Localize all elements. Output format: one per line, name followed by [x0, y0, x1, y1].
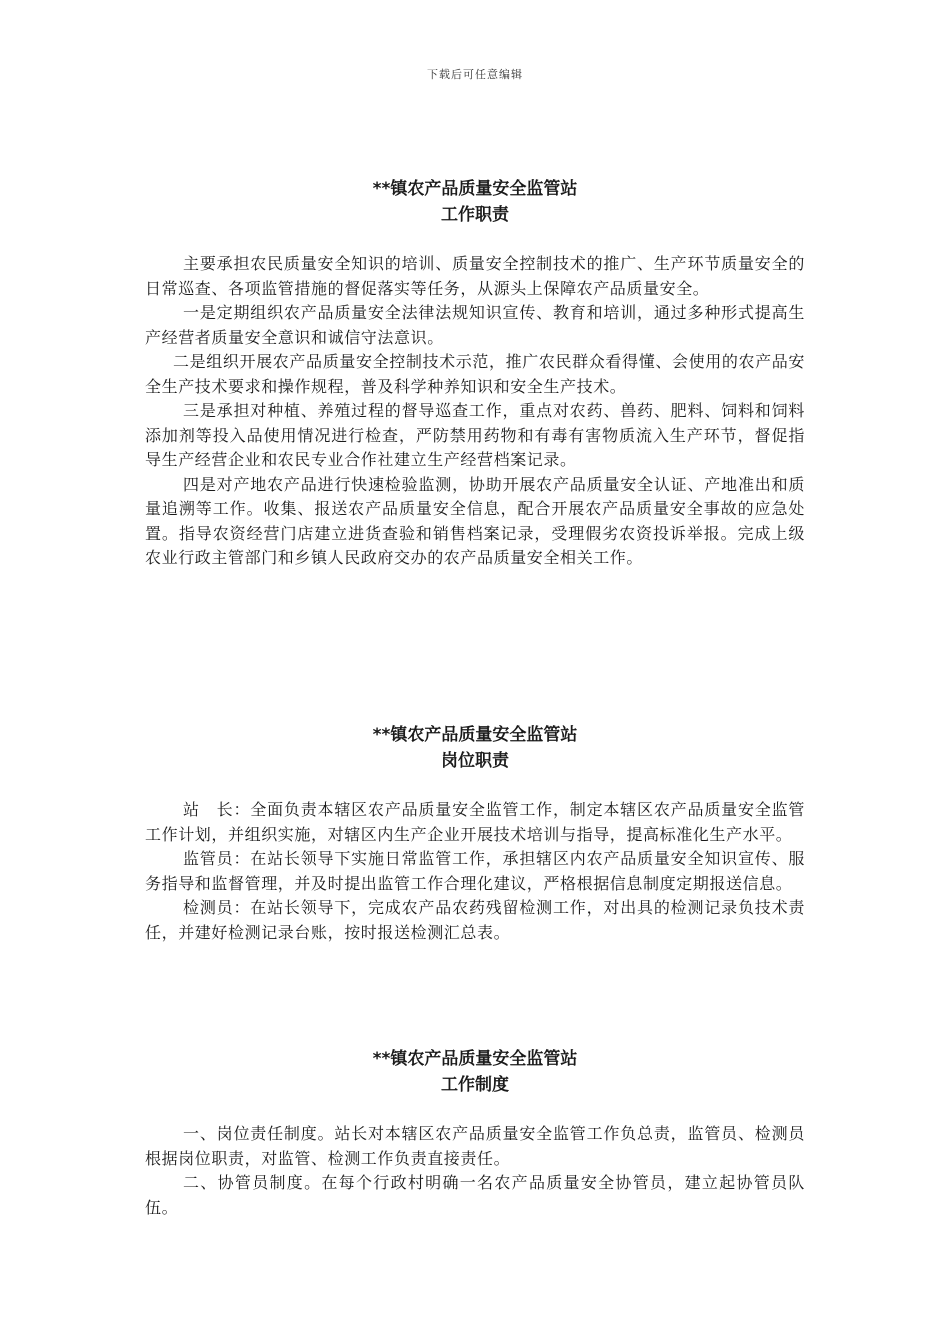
title-line-1: **镇农产品质量安全监管站 — [372, 179, 578, 199]
paragraph: 站 长：全面负责本辖区农产品质量安全监管工作，制定本辖区农产品质量安全监管工作计划，并组织实施，对辖区内生产企业开展技术培训与指导，提高标准化生产水平。 — [145, 800, 805, 844]
paragraph: 监管员：在站长领导下实施日常监管工作，承担辖区内农产品质量安全知识宣传、服务指导和监督管理，并及时提出监管工作合理化建议，严格根据信息制度定期报送信息。 — [145, 849, 805, 893]
section-work-duties — [145, 176, 805, 571]
paragraph: 一是定期组织农产品质量安全法律法规知识宣传、教育和培训，通过多种形式提高生产经营者质量安全意识和诚信守法意识。 — [145, 303, 805, 347]
paragraph: 一、岗位责任制度。站长对本辖区农产品质量安全监管工作负总责，监管员、检测员根据岗位职责，对监管、检测工作负责直接责任。 — [145, 1124, 805, 1168]
section-title — [145, 176, 805, 228]
title-line-2: 工作制度 — [441, 1075, 509, 1095]
paragraph: 检测员：在站长领导下，完成农产品农药残留检测工作，对出具的检测记录负技术责任，并建好检测记录台账，按时报送检测汇总表。 — [145, 898, 805, 942]
title-line-2: 工作职责 — [441, 205, 509, 225]
section-title — [145, 1046, 805, 1098]
paragraph: 四是对产地农产品进行快速检验监测，协助开展农产品质量安全认证、产地准出和质量追溯等工作。收集、报送农产品质量安全信息，配合开展农产品质量安全事故的应急处置。指导农资经营门店建立进货查验和销售档案记录，受理假劣农资投诉举报。完成上级农业行政主管部门和乡镇人民政府交办的农产品质量安全相关工作。 — [145, 474, 805, 567]
section-title — [145, 722, 805, 774]
section-work-rules — [145, 1046, 805, 1220]
title-line-2: 岗位职责 — [441, 751, 509, 771]
paragraph: 主要承担农民质量安全知识的培训、质量安全控制技术的推广、生产环节质量安全的日常巡查、各项监管措施的督促落实等任务，从源头上保障农产品质量安全。 — [145, 254, 805, 298]
paragraph: 二、协管员制度。在每个行政村明确一名农产品质量安全协管员，建立起协管员队伍。 — [145, 1173, 805, 1217]
section-post-duties — [145, 722, 805, 945]
section-body — [145, 252, 805, 571]
section-body — [145, 798, 805, 945]
title-line-1: **镇农产品质量安全监管站 — [372, 725, 578, 745]
section-body — [145, 1122, 805, 1220]
title-line-1: **镇农产品质量安全监管站 — [372, 1049, 578, 1069]
header-note: 下载后可任意编辑 — [427, 68, 523, 81]
paragraph: 三是承担对种植、养殖过程的督导巡查工作，重点对农药、兽药、肥料、饲料和饲料添加剂等投入品使用情况进行检查，严防禁用药物和有毒有害物质流入生产环节，督促指导生产经营企业和农民专业合作社建立生产经营档案记录。 — [145, 401, 805, 469]
paragraph: 二是组织开展农产品质量安全控制技术示范，推广农民群众看得懂、会使用的农产品安全生产技术要求和操作规程，普及科学种养知识和安全生产技术。 — [145, 352, 805, 396]
